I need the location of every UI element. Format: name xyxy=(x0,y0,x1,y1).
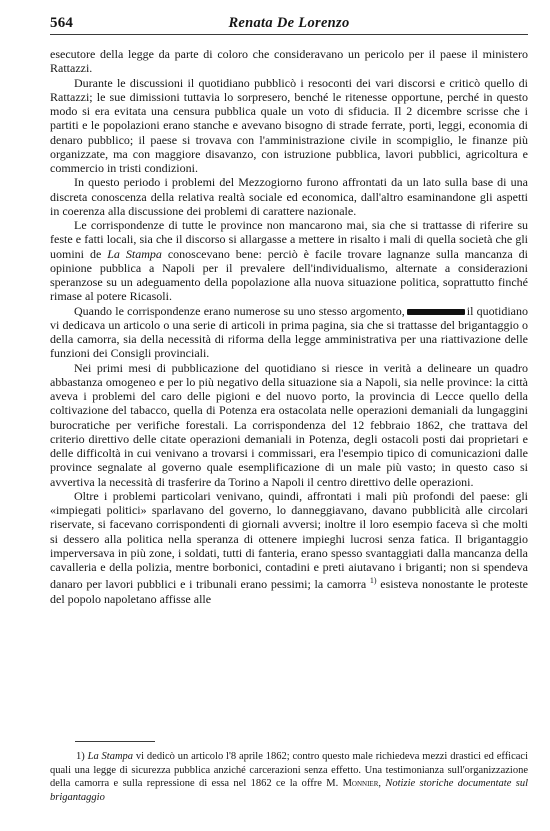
paragraph xyxy=(50,218,528,304)
footnote-divider xyxy=(75,741,155,742)
body-text xyxy=(50,47,528,606)
paragraph: Durante le discussioni il quotidiano pubblicò i resoconti dei vari discorsi e criticò quello di Rattazzi; le sue dimissioni tuttavia lo sorpresero, benché le ritenesse opportune, perché in questo modo si era evitata una censura pubblica quale un voto di sfiducia. Il 2 dicembre scrisse che i partiti e le popolazioni erano stanche e avevano bisogno di strade ferrate, porti, leggi, economia di denaro pubblico; il paese si trovava con l'amministrazione civile in scompiglio, le finanze più organizzate, ma con maggiore disavanzo, con istruzione pubblica, lavori pubblici, agricoltura e commercio in tristi condizioni. xyxy=(50,75,528,175)
footnote-reference: 1) xyxy=(369,576,377,586)
newspaper-title: La Stampa xyxy=(107,246,162,261)
paragraph: Nei primi mesi di pubblicazione del quotidiano si riesce in verità a delineare un quadro abbastanza omogeneo e per lo più negativo della situazione sia a Napoli, sia nelle province: la città aveva i problemi del caro delle pigioni e del nuovo porto, la provincia di Lecce quello della coltivazione del tabacco, quella di Potenza era ostacolata nelle operazioni demaniali da lungaggini burocratiche per verifiche forestali. La corrispondenza del 12 febbraio 1862, che trattava del criterio direttivo delle citate operazioni demaniali in Potenza, degli ostacoli posti dai proprietari e delle difficoltà in cui venivano a trovarsi i commissari, era l'esempio tipico di comunicazioni dalle province segnalate al governo quale esemplificazione di un male più vasto; in questo caso si avvertiva la necessità di trasferire da Torino a Napoli il centro direttivo delle operazioni. xyxy=(50,360,528,489)
author-name: Monnier xyxy=(342,778,379,789)
footnote-text: , xyxy=(378,778,386,789)
text-run: il quotidiano vi dedicava un articolo o una serie di articoli in prima pagina, sia che si trattasse del brigantaggio o della camorra, sia della necessità di riforma della legge amministrativa per una riattivazione delle funzioni dei Consigli provinciali. xyxy=(50,303,529,361)
ink-mark xyxy=(407,309,465,315)
text-run: Oltre i problemi particolari venivano, quindi, affrontati i mali più profondi del paese: gli «impiegati politici» sparlavano del governo, lo danneggiavano, davano pubblicità alle circolari riservate, si facevano corrispondenti di giornali avversi; inoltre il loro esempio faceva sì che molti si dessero alla politica nella speranza di ottenere impieghi lucrosi senza fatica. Il brigantaggio imperversava in più zone, i soldati, tutti di fanteria, erano spesso svantaggiati dalla mancanza della cavalleria e della polizia, mentre borbonici, contadini e preti aiutavano i briganti; non si spendeva danaro per lavori pubblici e i tribunali erano pessimi; la camorra xyxy=(50,488,528,592)
footnote xyxy=(50,750,528,804)
paragraph xyxy=(50,304,528,361)
paragraph: In questo periodo i problemi del Mezzogiorno furono affrontati da un lato sulla base di una discreta conoscenza della relativa realtà sociale ed economica, dall'altro esaminandone gli aspetti in coerenza alla discussione dei problemi di carattere nazionale. xyxy=(50,175,528,218)
paragraph: esecutore della legge da parte di coloro che consideravano un pericolo per il paese il ministero Rattazzi. xyxy=(50,47,528,76)
text-run: conoscevano bene: perciò è facile trovare lagnanze sulla mancanza di opinione pubblica a Napoli per il prevalere dell'individualismo, alternate a considerazioni speranzose su un adeguamento della popolazione alla nuova situazione politica, soprattutto finché rimase al potere Ricasoli. xyxy=(50,246,528,304)
footnote-number: 1) xyxy=(76,751,85,762)
text-run: esisteva nonostante le proteste del popolo napoletano affisse alle xyxy=(50,577,528,606)
footnote-text: vi dedicò un articolo l'8 aprile 1862; contro questo male richiedeva mezzi drastici ed efficaci quali una legge di sicurezza pubblica anziché carcerazioni senza effetto. Una testimonianza sull'organizzazione della camorra e sulla repressione di essa nel 1862 ce la offre M. xyxy=(50,751,528,789)
book-title: Notizie storiche documentate sul brigantaggio xyxy=(50,778,529,803)
newspaper-title: La Stampa xyxy=(87,751,134,762)
running-head: Renata De Lorenzo xyxy=(228,15,350,31)
footnotes xyxy=(50,750,528,804)
text-run: Quando le corrispondenze erano numerose su uno stesso argomento, xyxy=(74,303,405,318)
text-run: Le corrispondenze di tutte le province non mancarono mai, sia che si trattasse di riferire su feste e fatti locali, sia che il discorso si allargasse a mettere in risalto i mali di quella società che gli uomini de xyxy=(50,218,528,261)
paragraph xyxy=(50,489,528,606)
page-number: 564 xyxy=(50,15,74,31)
page-header xyxy=(50,14,528,35)
